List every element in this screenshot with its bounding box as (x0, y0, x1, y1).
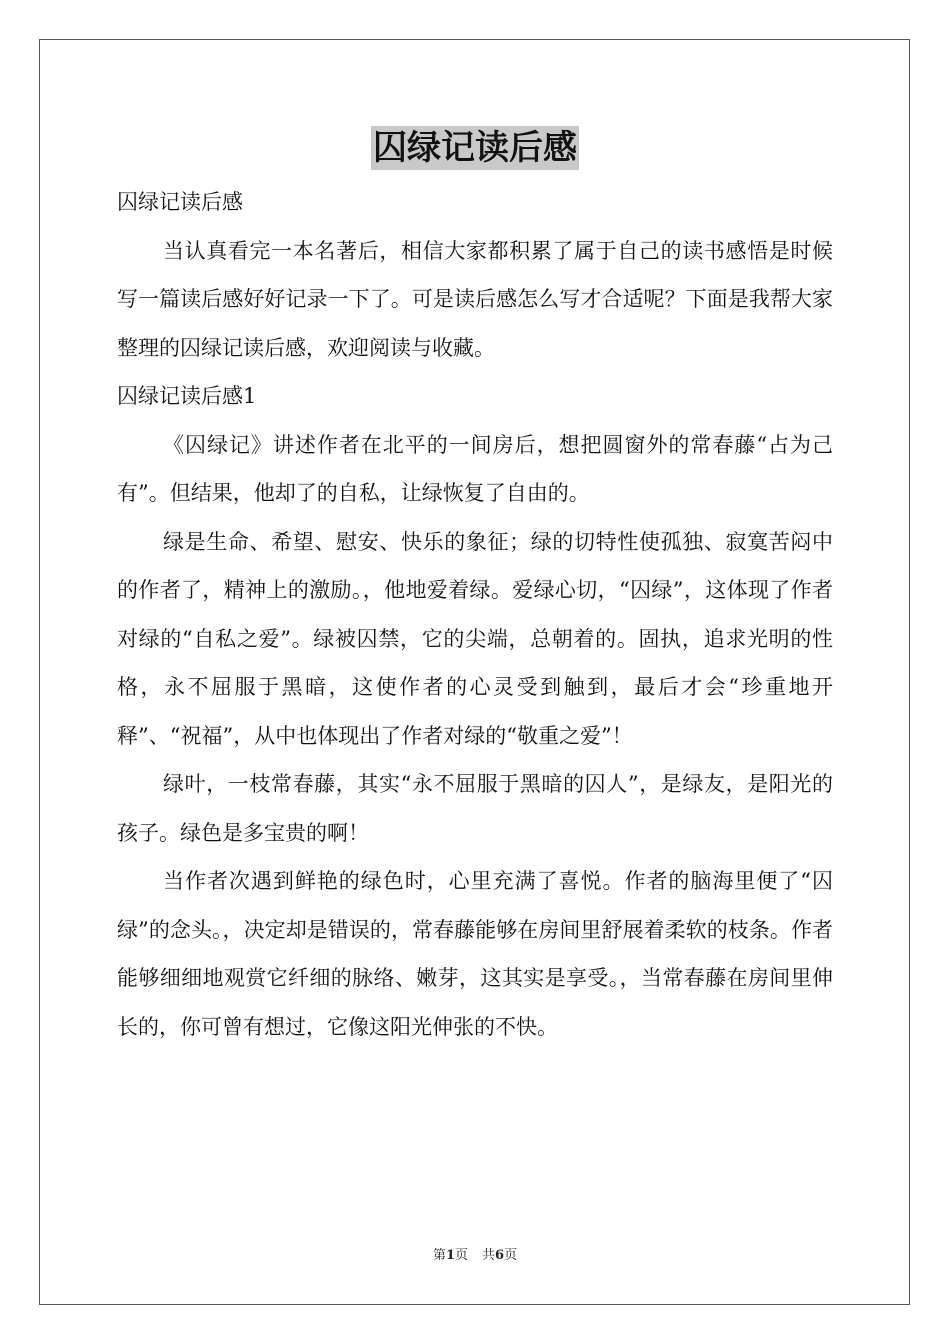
total-prefix: 共 (482, 1248, 496, 1263)
document-title: 囚绿记读后感 (373, 128, 577, 168)
page-prefix: 第 (432, 1248, 446, 1263)
paragraph: 当作者次遇到鲜艳的绿色时，心里充满了喜悦。作者的脑海里便了“囚绿”的念头。，决定却是错误的，常春藤能够在房间里舒展着柔软的枝条。作者能够细细地观赏它纤细的脉络、嫩芽，这其实是享受。，当常春藤在房间里伸长的，你可曾有想过，它像这阳光伸张的不快。 (117, 869, 833, 1039)
page-total: 6 (495, 1248, 505, 1263)
paragraph: 《囚绿记》讲述作者在北平的一间房后，想把圆窗外的常春藤“占为己有”。但结果，他却了的自私，让绿恢复了自由的。 (117, 432, 833, 505)
page-footer (0, 1247, 950, 1265)
paragraph: 绿叶，一枝常春藤，其实“永不屈服于黑暗的囚人”，是绿友，是阳光的孩子。绿色是多宝贵的啊！ (117, 772, 833, 845)
document-body (117, 178, 833, 1051)
paragraph: 当认真看完一本名著后，相信大家都积累了属于自己的读书感悟是时候写一篇读后感好好记录一下了。可是读后感怎么写才合适呢？下面是我帮大家整理的囚绿记读后感，欢迎阅读与收藏。 (117, 238, 833, 360)
page-current: 1 (445, 1248, 455, 1263)
paragraph: 绿是生命、希望、慰安、快乐的象征；绿的切特性使孤独、寂寞苦闷中的作者了，精神上的激励。，他地爱着绿。爱绿心切，“囚绿”，这体现了作者对绿的“自私之爱”。绿被囚禁，它的尖端，总朝着的。固执，追求光明的性格，永不屈服于黑暗，这使作者的心灵受到触到，最后才会“珍重地开释”、“祝福”，从中也体现出了作者对绿的“敬重之爱”！ (117, 529, 833, 748)
total-suffix: 页 (504, 1248, 518, 1263)
paragraph: 囚绿记读后感 (117, 190, 243, 214)
title-container (0, 126, 950, 170)
page-suffix: 页 (454, 1248, 468, 1263)
section-heading: 囚绿记读后感1 (117, 384, 257, 408)
